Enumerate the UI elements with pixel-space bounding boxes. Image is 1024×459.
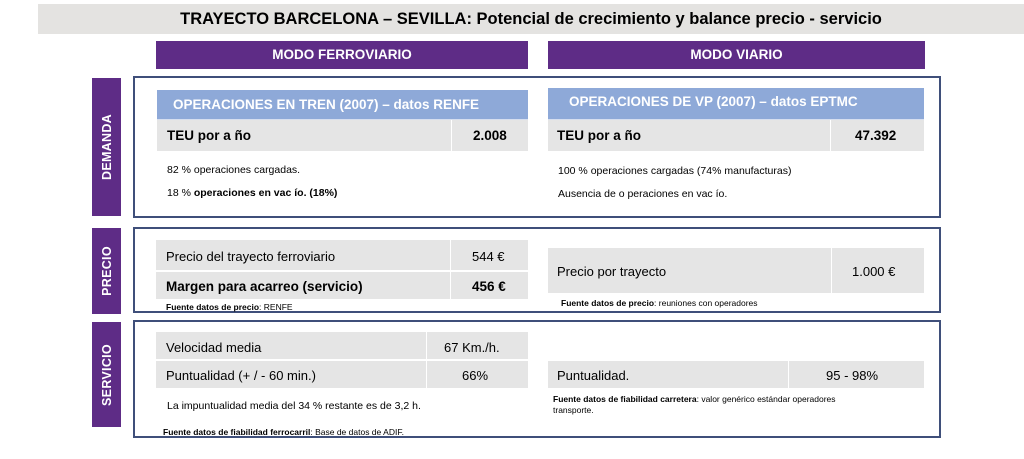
road-price-source-bold: Fuente datos de precio [561, 298, 655, 308]
rail-punctuality-value: 66% [462, 368, 489, 383]
rail-demand-line2-bold: operaciones en vac ío. (18%) [193, 187, 338, 199]
road-teu-label: TEU por a ño [557, 128, 641, 143]
rail-reliability-source-text: : Base de datos de ADIF. [310, 427, 404, 437]
rail-speed-row [156, 332, 528, 360]
road-teu-value-cell [831, 120, 924, 151]
rail-demand-header-text: OPERACIONES EN TREN (2007) – datos RENFE [173, 97, 480, 112]
road-mode-header: MODO VIARIO [548, 41, 925, 69]
road-price-row [548, 248, 924, 294]
rail-price-source-bold: Fuente datos de precio [166, 302, 260, 312]
section-label-precio-text: PRECIO [99, 246, 114, 296]
rail-teu-label-cell [157, 120, 451, 151]
rail-price-divider [450, 240, 451, 270]
rail-demand-line2 [167, 187, 337, 199]
rail-teu-value-cell [452, 120, 528, 151]
rail-price-row [156, 240, 528, 271]
road-demand-line2: Ausencia de o peraciones en vac ío. [558, 188, 728, 200]
road-demand-header [548, 88, 924, 120]
section-label-demanda [92, 78, 121, 216]
rail-teu-value: 2.008 [473, 128, 507, 143]
road-price-label: Precio por trayecto [557, 264, 667, 279]
rail-price-source-text: : RENFE [259, 302, 293, 312]
road-demand-header-text: OPERACIONES DE VP (2007) – datos EPTMC [569, 94, 858, 109]
road-punctuality-divider [788, 361, 789, 388]
rail-teu-label: TEU por a ño [167, 128, 251, 143]
rail-price-value: 544 € [472, 249, 505, 264]
rail-reliability-source-bold: Fuente datos de fiabilidad ferrocarril [163, 427, 311, 437]
rail-speed-divider [426, 332, 427, 359]
road-reliability-source-text: : valor genérico estándar operadores [696, 394, 836, 404]
road-punctuality-label: Puntualidad. [557, 368, 630, 383]
road-punctuality-value: 95 - 98% [826, 368, 879, 383]
rail-punctuality-row [156, 361, 528, 389]
road-demand-line1: 100 % operaciones cargadas (74% manufacturas) [558, 165, 792, 177]
road-price-divider [831, 248, 832, 293]
road-price-source-text: : reuniones con operadores [654, 298, 758, 308]
section-label-demanda-text: DEMANDA [99, 114, 114, 180]
rail-margin-row [156, 272, 528, 300]
rail-margin-divider [450, 272, 451, 299]
road-reliability-source-line2: transporte. [553, 405, 594, 415]
road-teu-value: 47.392 [855, 128, 897, 143]
road-price-value: 1.000 € [852, 264, 896, 279]
road-teu-label-cell [548, 120, 830, 151]
rail-margin-label: Margen para acarreo (servicio) [166, 279, 363, 294]
road-punctuality-row [548, 361, 924, 389]
rail-price-source [166, 302, 293, 312]
rail-price-label: Precio del trayecto ferroviario [166, 249, 336, 264]
section-label-servicio [92, 322, 121, 427]
road-price-source [561, 298, 758, 308]
rail-speed-value: 67 Km./h. [444, 340, 500, 355]
section-label-precio [92, 228, 121, 314]
rail-punctuality-divider [426, 361, 427, 388]
rail-impunctuality-note: La impuntualidad media del 34 % restante es de 3,2 h. [167, 400, 421, 412]
road-reliability-source-bold: Fuente datos de fiabilidad carretera [553, 394, 697, 404]
page-title: TRAYECTO BARCELONA – SEVILLA: Potencial de crecimiento y balance precio - servicio [38, 4, 1024, 34]
rail-punctuality-label: Puntualidad (+ / - 60 min.) [166, 368, 316, 383]
rail-demand-header [157, 90, 528, 120]
section-label-servicio-text: SERVICIO [99, 343, 114, 406]
rail-mode-header: MODO FERROVIARIO [156, 41, 528, 69]
rail-demand-line1: 82 % operaciones cargadas. [167, 164, 301, 176]
rail-reliability-source [163, 427, 404, 437]
rail-speed-label: Velocidad media [166, 340, 262, 355]
rail-margin-value: 456 € [472, 279, 506, 294]
road-reliability-source [553, 394, 836, 404]
rail-demand-line2-prefix: 18 % [167, 187, 194, 199]
